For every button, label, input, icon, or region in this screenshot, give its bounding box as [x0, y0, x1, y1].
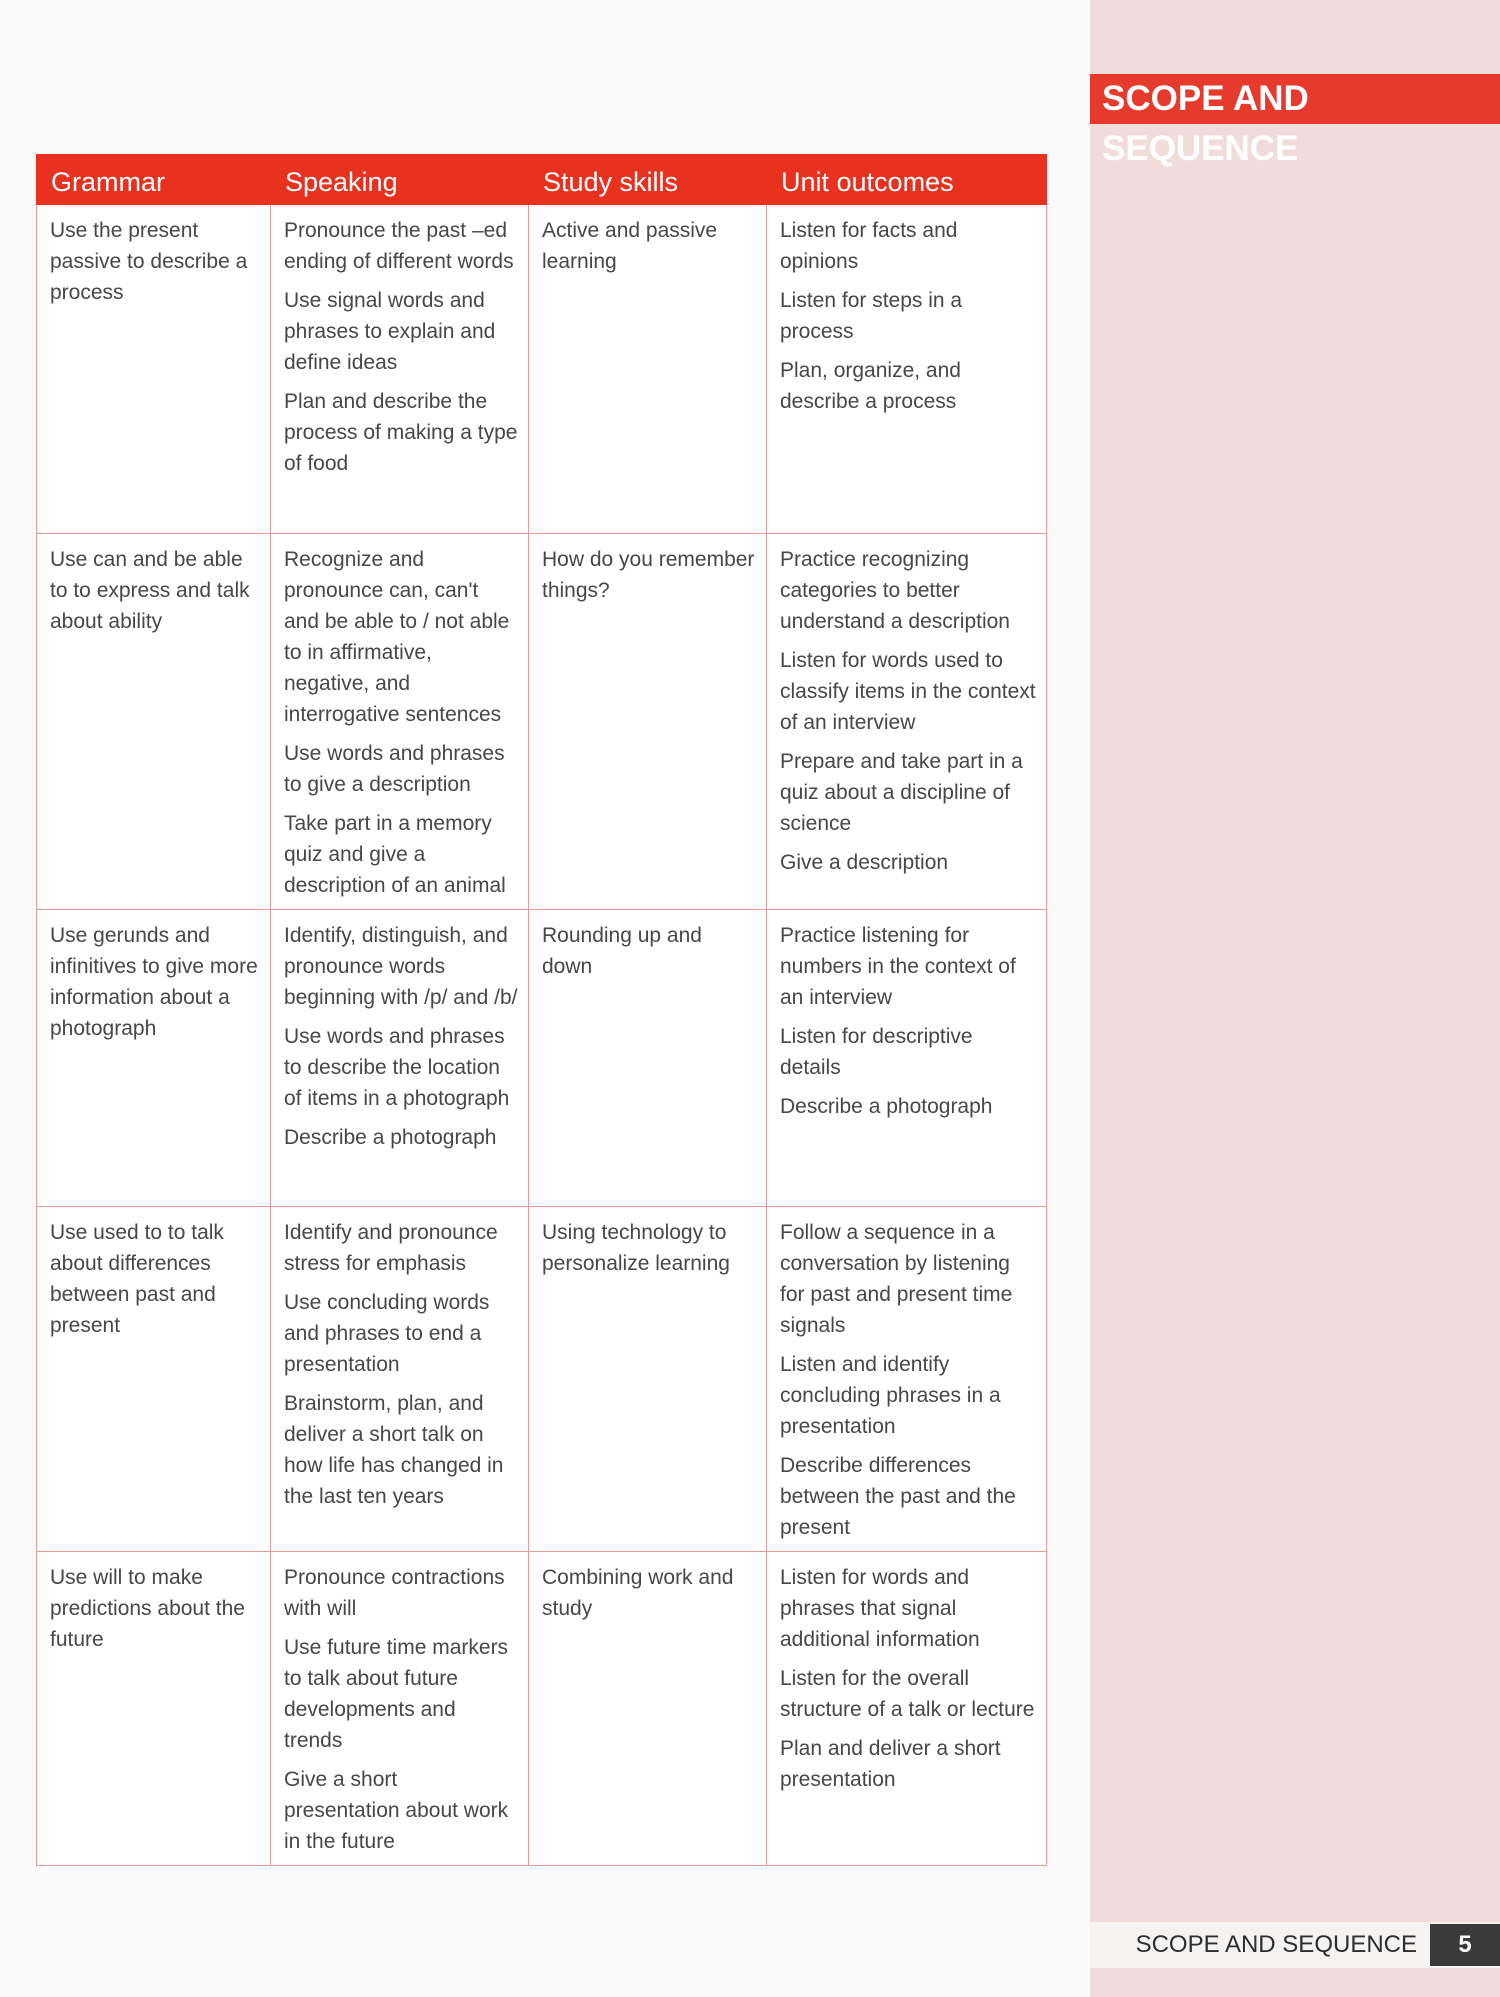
cell-text: Listen for facts and opinions [780, 219, 958, 273]
table-row [37, 534, 1047, 910]
table-cell-outcomes [767, 1207, 1047, 1552]
table-cell-grammar [37, 205, 271, 534]
table-row [37, 1552, 1047, 1866]
cell-text: Practice listening for numbers in the context of an interview [780, 924, 1016, 1009]
cell-text: Describe a photograph [284, 1126, 497, 1149]
cell-text: Recognize and pronounce can, can't and be able to / not able to in affirmative, negative, and interrogative sentences [284, 548, 510, 726]
table-cell-grammar [37, 1207, 271, 1552]
cell-text: Follow a sequence in a conversation by listening for past and present time signals [780, 1221, 1013, 1337]
table-cell-speaking [271, 1207, 529, 1552]
cell-text: Practice recognizing categories to better understand a description [780, 548, 1010, 633]
cell-text: Rounding up and down [542, 924, 702, 978]
cell-text: How do you remember things? [542, 548, 755, 602]
cell-text: Active and passive learning [542, 219, 718, 273]
table-cell-speaking [271, 1552, 529, 1866]
cell-text: Take part in a memory quiz and give a description of an animal [284, 812, 506, 897]
table-row [37, 1207, 1047, 1552]
cell-text: Plan and describe the process of making a type of food [284, 390, 518, 475]
table-cell-outcomes [767, 910, 1047, 1207]
cell-text: Describe differences between the past and the present [780, 1454, 1016, 1539]
cell-text: Use concluding words and phrases to end a presentation [284, 1291, 490, 1376]
cell-text: Combining work and study [542, 1566, 734, 1620]
cell-text: Brainstorm, plan, and deliver a short talk on how life has changed in the last ten years [284, 1392, 504, 1508]
table-cell-speaking [271, 205, 529, 534]
table-cell-study [529, 910, 767, 1207]
table-cell-outcomes [767, 1552, 1047, 1866]
column-header-grammar: Grammar [37, 155, 271, 205]
cell-text: Listen for steps in a process [780, 289, 963, 343]
cell-text: Use used to to talk about differences between past and present [50, 1221, 224, 1337]
table-cell-study [529, 534, 767, 910]
table-cell-grammar [37, 910, 271, 1207]
table-cell-study [529, 1207, 767, 1552]
section-title-banner: SCOPE AND SEQUENCE [1090, 74, 1500, 124]
cell-text: Listen for words and phrases that signal additional information [780, 1566, 980, 1651]
table-cell-study [529, 205, 767, 534]
table-cell-study [529, 1552, 767, 1866]
column-header-unit-outcomes: Unit outcomes [767, 155, 1047, 205]
column-header-speaking: Speaking [271, 155, 529, 205]
cell-text: Give a description [780, 851, 949, 874]
cell-text: Identify, distinguish, and pronounce words beginning with /p/ and /b/ [284, 924, 518, 1009]
cell-text: Give a short presentation about work in the future [284, 1768, 509, 1853]
cell-text: Use the present passive to describe a process [50, 219, 248, 304]
cell-text: Use can and be able to to express and talk about ability [50, 548, 250, 633]
table-cell-grammar [37, 1552, 271, 1866]
right-side-panel [1090, 0, 1500, 1997]
cell-text: Pronounce contractions with will [284, 1566, 505, 1620]
table-body [37, 205, 1047, 1866]
table-cell-outcomes [767, 205, 1047, 534]
scope-sequence-table [36, 154, 1047, 1866]
page-number: 5 [1430, 1924, 1500, 1966]
cell-text: Describe a photograph [780, 1095, 993, 1118]
table-cell-speaking [271, 910, 529, 1207]
cell-text: Listen for words used to classify items in the context of an interview [780, 649, 1036, 734]
cell-text: Prepare and take part in a quiz about a discipline of science [780, 750, 1023, 835]
table-cell-grammar [37, 534, 271, 910]
cell-text: Use signal words and phrases to explain and define ideas [284, 289, 496, 374]
table-cell-speaking [271, 534, 529, 910]
cell-text: Using technology to personalize learning [542, 1221, 730, 1275]
cell-text: Use words and phrases to give a description [284, 742, 505, 796]
table-header-row [37, 155, 1047, 205]
cell-text: Plan and deliver a short presentation [780, 1737, 1001, 1791]
cell-text: Plan, organize, and describe a process [780, 359, 961, 413]
cell-text: Use will to make predictions about the future [50, 1566, 245, 1651]
cell-text: Listen and identify concluding phrases in a presentation [780, 1353, 1001, 1438]
cell-text: Listen for the overall structure of a talk or lecture [780, 1667, 1035, 1721]
table-row [37, 205, 1047, 534]
table-row [37, 910, 1047, 1207]
cell-text: Identify and pronounce stress for emphasis [284, 1221, 498, 1275]
column-header-study-skills: Study skills [529, 155, 767, 205]
cell-text: Use future time markers to talk about future developments and trends [284, 1636, 509, 1752]
cell-text: Listen for descriptive details [780, 1025, 973, 1079]
footer-label: SCOPE AND SEQUENCE [1135, 1931, 1417, 1958]
table-cell-outcomes [767, 534, 1047, 910]
cell-text: Use gerunds and infinitives to give more information about a photograph [50, 924, 258, 1040]
cell-text: Pronounce the past –ed ending of different words [284, 219, 514, 273]
cell-text: Use words and phrases to describe the location of items in a photograph [284, 1025, 510, 1110]
